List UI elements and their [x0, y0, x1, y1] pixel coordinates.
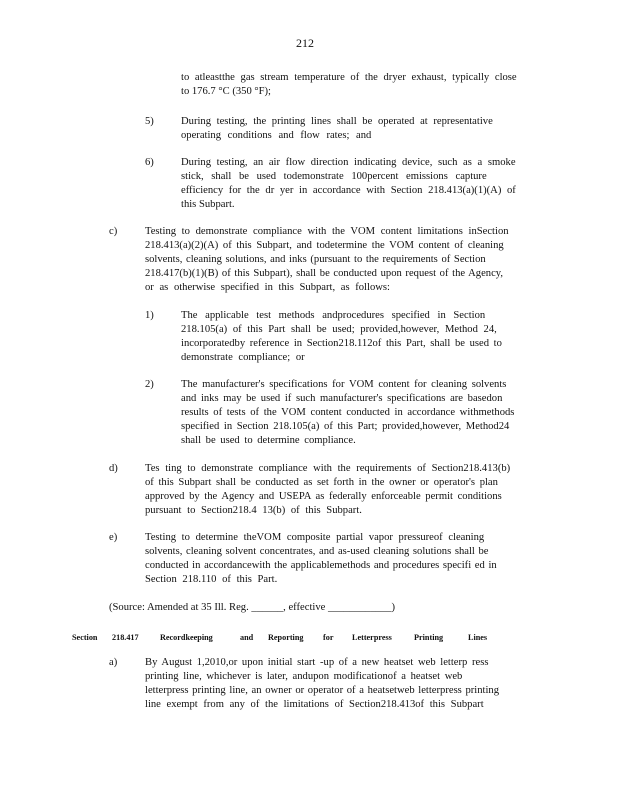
text-line: The applicable test methods andprocedures specified in Section — [181, 310, 486, 321]
heading-word: 218.417 — [112, 633, 139, 642]
text-line: By August 1,2010,or upon initial start -up of a new heatset web letterp ress — [145, 657, 489, 668]
item-paragraph — [181, 115, 526, 143]
item-label: 5) — [145, 116, 154, 127]
text-line: During testing, an air flow direction indicating device, such as a smoke — [181, 157, 516, 168]
heading-word: Section — [72, 633, 98, 642]
item-label: a) — [109, 657, 118, 668]
text-line: conducted in accordancewith the applicablemethods and procedures specifi ed in — [145, 560, 497, 571]
item-paragraph — [145, 531, 540, 587]
text-line: results of tests of the VOM content conducted in accordance withmethods — [181, 407, 515, 418]
item-label: 6) — [145, 157, 154, 168]
text-line: 218.105(a) of this Part shall be used; provided,however, Method 24, — [181, 324, 497, 335]
text-line: The manufacturer's specifications for VOM content for cleaning solvents — [181, 379, 507, 390]
heading-word: Recordkeeping — [160, 633, 213, 642]
text-line: specified in Section 218.105(a) of this Part; provided,however, Method24 — [181, 421, 510, 432]
text-line: solvents, cleaning solvent concentrates, and as-used cleaning solutions shall be — [145, 546, 489, 557]
item-label: 1) — [145, 310, 154, 321]
continuation-paragraph — [181, 71, 526, 99]
item-label: 2) — [145, 379, 154, 390]
text-line: 218.413(a)(2)(A) of this Subpart, and todetermine the VOM content of cleaning — [145, 240, 504, 251]
item-paragraph — [145, 462, 540, 518]
text-line: letterpress printing line, an owner or operator of a heatsetweb letterpress printing — [145, 685, 500, 696]
text-line: shall be used to determine compliance. — [181, 435, 356, 446]
item-paragraph — [145, 225, 540, 295]
text-line: Section 218.110 of this Part. — [145, 574, 278, 585]
text-line: stick, shall be used todemonstrate 100percent emissions capture — [181, 171, 487, 182]
item-label: e) — [109, 532, 118, 543]
item-paragraph — [181, 309, 531, 365]
heading-word: for — [323, 633, 334, 642]
text-line: Testing to determine theVOM composite partial vapor pressureof cleaning — [145, 532, 485, 543]
text-line: Testing to demonstrate compliance with the VOM content limitations inSection — [145, 226, 509, 237]
text-line: to atleastthe gas stream temperature of the dryer exhaust, typically close — [181, 72, 517, 83]
text-line: line exempt from any of the limitations of Section218.413of this Subpart — [145, 699, 484, 710]
heading-word: Printing — [414, 633, 444, 642]
section-heading — [72, 631, 548, 645]
text-line: efficiency for the dr yer in accordance with Section 218.413(a)(1)(A) of — [181, 185, 516, 196]
text-line: and inks may be used if such manufacturer's specifications are basedon — [181, 393, 503, 404]
text-line: pursuant to Section218.4 13(b) of this Subpart. — [145, 505, 362, 516]
item-paragraph — [145, 656, 540, 712]
text-line: During testing, the printing lines shall be operated at representative — [181, 116, 493, 127]
page-number: 212 — [296, 36, 314, 50]
text-line: approved by the Agency and USEPA as federally enforceable permit conditions — [145, 491, 502, 502]
heading-word: Lines — [468, 633, 488, 642]
item-paragraph — [181, 378, 531, 448]
item-label: c) — [109, 226, 118, 237]
source-note: (Source: Amended at 35 Ill. Reg. ______, effective ____________) — [109, 602, 396, 613]
text-line: this Subpart. — [181, 199, 235, 210]
text-line: or as otherwise specified in this Subpart, as follows: — [145, 282, 390, 293]
item-paragraph — [181, 156, 526, 212]
text-line: to 176.7 °C (350 °F); — [181, 86, 271, 97]
text-line: 218.417(b)(1)(B) of this Subpart), shall be conducted upon request of the Agency, — [145, 268, 504, 279]
heading-word: Reporting — [268, 633, 304, 642]
text-line: printing line, whichever is later, andupon modificationof a heatset web — [145, 671, 463, 682]
text-line: incorporatedby reference in Section218.112of this Part, shall be used to — [181, 338, 502, 349]
heading-word: Letterpress — [352, 633, 392, 642]
text-line: Tes ting to demonstrate compliance with the requirements of Section218.413(b) — [145, 463, 511, 474]
item-label: d) — [109, 463, 118, 474]
text-line: demonstrate compliance; or — [181, 352, 305, 363]
text-line: solvents, cleaning solutions, and inks (pursuant to the requirements of Section — [145, 254, 486, 265]
text-line: of this Subpart shall be conducted as set forth in the owner or operator's plan — [145, 477, 498, 488]
heading-word: and — [240, 633, 254, 642]
text-line: operating conditions and flow rates; and — [181, 130, 372, 141]
